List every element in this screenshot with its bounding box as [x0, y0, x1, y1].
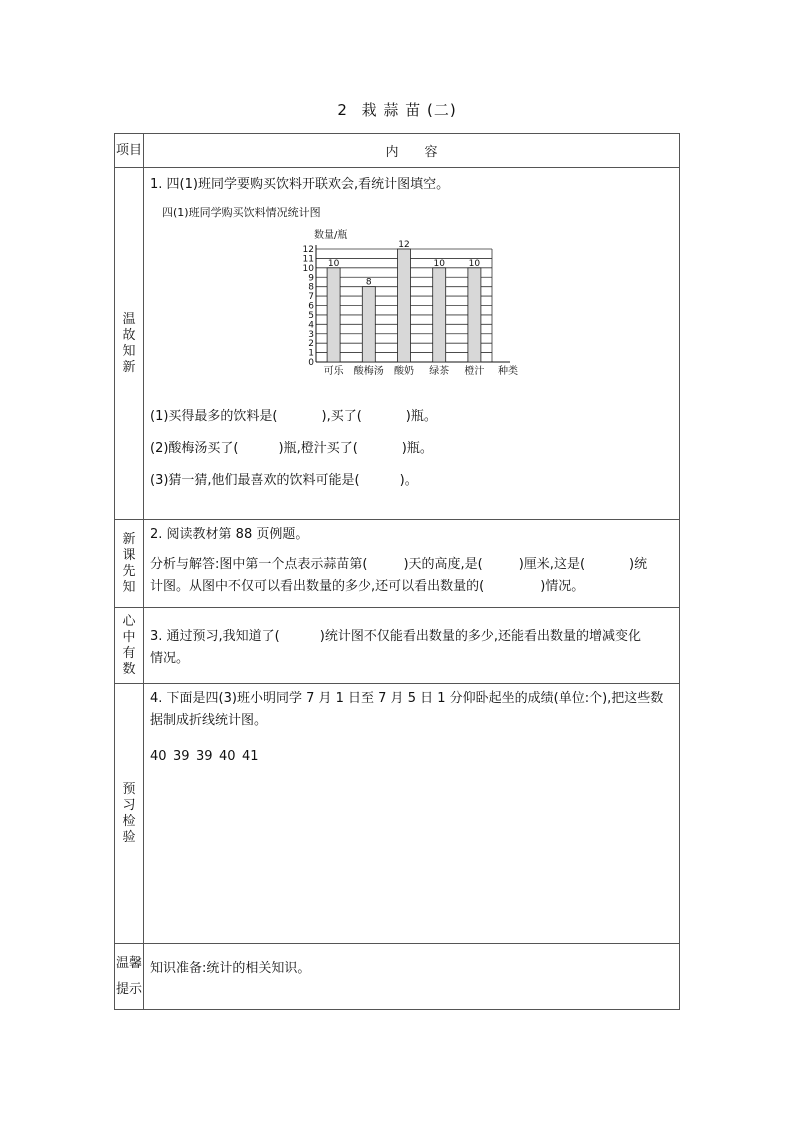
bar [362, 287, 375, 362]
data-label: 10 [468, 258, 481, 269]
bar [433, 268, 446, 362]
x-tick-label: 可乐 [323, 366, 344, 377]
q3-line1: 3. 通过预习,我知道了( )统计图不仅能看出数量的多少,还能看出数量的增减变化 [150, 628, 641, 644]
section-check-content [144, 684, 680, 944]
y-tick-label: 9 [308, 273, 314, 284]
section-preview-content [144, 520, 680, 608]
y-tick-label: 4 [308, 320, 314, 331]
y-tick-label: 10 [302, 263, 314, 274]
section-label-think: 心中有数 [115, 608, 144, 684]
bar [468, 268, 481, 362]
chart-title: 四(1)班同学购买饮料情况统计图 [162, 206, 321, 219]
worksheet-table [114, 133, 680, 1010]
tip-text: 知识准备:统计的相关知识。 [150, 961, 311, 976]
y-tick-label: 3 [308, 329, 314, 340]
header-row [115, 134, 680, 168]
q1-sub2: (2)酸梅汤买了( )瓶,橙汁买了( )瓶。 [150, 441, 433, 456]
y-tick-label: 1 [308, 348, 314, 359]
y-tick-label: 6 [308, 301, 314, 312]
lesson-number: 2 [337, 101, 348, 119]
section-label-review: 温故知新 [115, 168, 144, 520]
q3-line2: 情况。 [150, 650, 190, 666]
x-tick-label: 酸奶 [394, 366, 414, 377]
y-tick-label: 5 [308, 310, 314, 321]
data-label: 12 [398, 240, 410, 250]
bar [327, 268, 340, 362]
q1-sub1: (1)买得最多的饮料是( ),买了( )瓶。 [150, 409, 437, 424]
bar-chart [150, 220, 690, 390]
header-col2: 内 容 [144, 134, 680, 168]
q4-line1: 4. 下面是四(3)班小明同学 7 月 1 日至 7 月 5 日 1 分仰卧起坐的成绩(单位:个),把这些数 [150, 691, 664, 706]
section-tip [115, 944, 680, 1010]
page-title [0, 99, 794, 120]
data-label: 10 [433, 258, 445, 269]
section-label-tip: 温馨 提示 [115, 944, 144, 1010]
q1-sub3: (3)猜一猜,他们最喜欢的饮料可能是( )。 [150, 473, 418, 488]
q4-line2: 据制成折线统计图。 [150, 713, 268, 728]
q2-intro: 2. 阅读教材第 88 页例题。 [150, 527, 309, 542]
q2-line1: 分析与解答:图中第一个点表示蒜苗第( )天的高度,是( )厘米,这是( )统 [150, 557, 648, 572]
y-tick-label: 12 [302, 245, 314, 255]
q2-line2: 计图。从图中不仅可以看出数量的多少,还可以看出数量的( )情况。 [150, 579, 585, 594]
y-tick-label: 0 [308, 358, 314, 368]
y-tick-label: 2 [308, 339, 314, 350]
bar [398, 249, 411, 362]
x-axis-label: 种类 [498, 366, 518, 377]
y-tick-label: 8 [308, 282, 314, 293]
header-col1: 项目 [115, 134, 144, 168]
data-label: 8 [365, 277, 372, 288]
section-label-check: 预习检验 [115, 684, 144, 944]
x-tick-label: 橙汁 [464, 366, 485, 377]
section-check [115, 684, 680, 944]
x-tick-label: 绿茶 [429, 366, 450, 377]
q1-intro: 1. 四(1)班同学要购买饮料开联欢会,看统计图填空。 [150, 177, 450, 192]
section-review [115, 168, 680, 520]
section-preview [115, 520, 680, 608]
section-think-content [144, 608, 680, 684]
section-label-preview: 新课先知 [115, 520, 144, 608]
x-tick-label: 酸梅汤 [353, 366, 384, 377]
section-tip-content [144, 944, 680, 1010]
section-review-content [144, 168, 680, 520]
y-axis-label: 数量/瓶 [314, 230, 348, 241]
data-label: 10 [327, 258, 340, 269]
lesson-title: 栽 蒜 苗 (二) [361, 101, 457, 119]
y-tick-label: 7 [308, 292, 314, 303]
section-think [115, 608, 680, 684]
q4-values: 40 39 39 40 41 [150, 749, 259, 764]
y-tick-label: 11 [302, 254, 314, 265]
